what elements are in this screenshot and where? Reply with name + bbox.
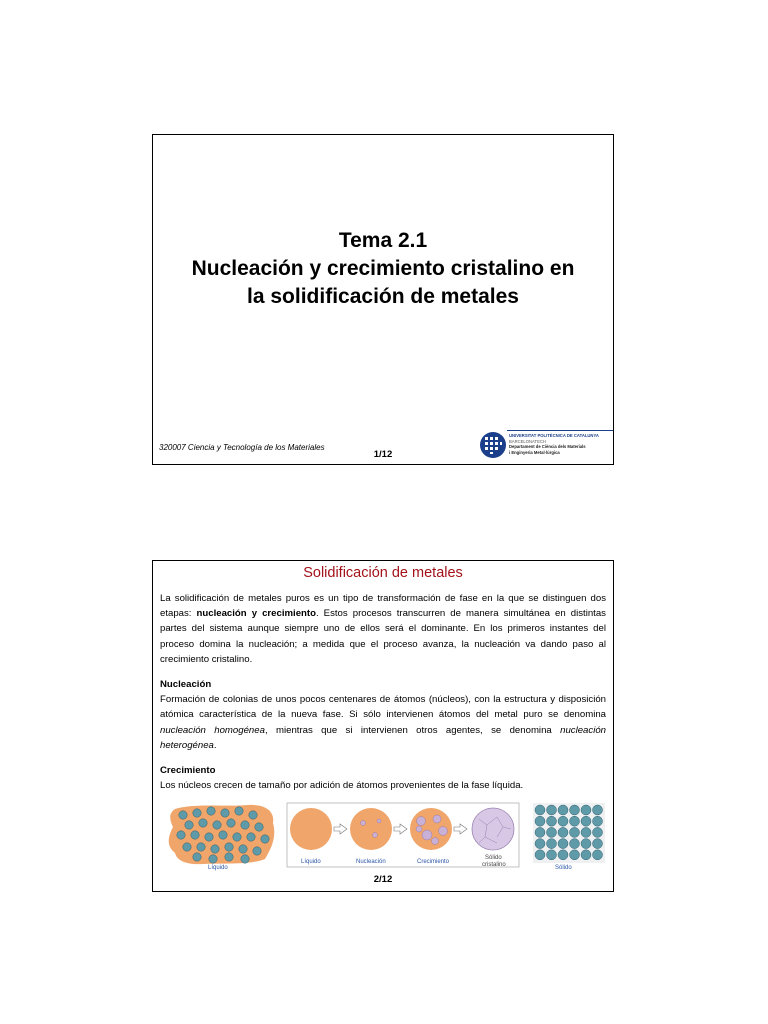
atom [191,831,199,839]
atom [570,850,580,860]
logo-dept-1: Departament de Ciència dels Materials [509,444,586,449]
atom [558,839,568,849]
atom [570,816,580,826]
slide-2-title: Solidificación de metales [303,565,463,581]
slide-1 [152,134,614,465]
slide-2-body [160,591,606,793]
atom [253,847,261,855]
atom [593,839,603,849]
atom [581,827,591,837]
atom [535,805,545,815]
solidification-diagram [153,801,613,871]
intro-text-a: La solidificación de metales puros es un tipo de transformación de fase en la que se distinguen dos etapas: [160,593,606,620]
atom [581,850,591,860]
logo-text [509,433,613,455]
upc-logo-icon [479,430,507,460]
atom [570,805,580,815]
atom [177,831,185,839]
atom [193,853,201,861]
caption-solido-cristalino-2: cristalino [482,862,506,868]
logo-university: UNIVERSITAT POLITÈCNICA DE CATALUNYA [509,433,599,438]
slide-1-title [153,227,613,311]
atom [535,839,545,849]
atom [558,805,568,815]
caption-crecimiento: Crecimiento [417,859,450,865]
atom [593,816,603,826]
atom [213,821,221,829]
atom [535,827,545,837]
atom [227,819,235,827]
intro-bold: nucleación y crecimiento [196,608,316,620]
growth-heading: Crecimiento [160,765,216,777]
atom [199,819,207,827]
atom [235,807,243,815]
atom [241,821,249,829]
atom [225,843,233,851]
atom [205,833,213,841]
atom [535,850,545,860]
page-number-1: 1/12 [373,449,393,460]
arrow-icon-1 [334,824,347,834]
atom [219,831,227,839]
caption-nucleacion: Nucleación [356,859,386,865]
atom [593,805,603,815]
arrow-icon-3 [454,824,467,834]
atom [209,855,217,863]
growth-paragraph: Los núcleos crecen de tamaño por adición de átomos provenientes de la fase líquida. [160,780,524,792]
upc-logo [479,430,613,460]
caption-solido-cristalino-1: Sólido [485,855,502,861]
stage-solido-cristalino [472,808,514,850]
intro-paragraph [160,591,606,667]
nucleation-heading: Nucleación [160,679,212,691]
atom [183,843,191,851]
course-footer: 320007 Ciencia y Tecnología de los Materiales [159,443,325,452]
atom [241,855,249,863]
atom [581,805,591,815]
atom [547,850,557,860]
atom [547,827,557,837]
atom [558,816,568,826]
atom [239,845,247,853]
atom [179,811,187,819]
atom [570,827,580,837]
atom [261,835,269,843]
atom [255,823,263,831]
caption-solido: Sólido [555,865,572,871]
title-line-1: Tema 2.1 [338,229,428,252]
logo-dept-2: i Enginyeria Metal·lúrgica [509,449,560,455]
atom [593,827,603,837]
atom [593,850,603,860]
atom [558,827,568,837]
atom [535,816,545,826]
atom [247,833,255,841]
arrow-icon-2 [394,824,407,834]
atom [570,839,580,849]
title-line-3: la solidificación de metales [247,285,519,308]
atom [547,805,557,815]
slide-2 [152,560,614,892]
stage-nucleacion [350,808,392,850]
intro-text-b: . Estos procesos transcurren de manera simultánea en distintas partes del sistema aunque siempre uno de ellos será el dominante. En los primeros instantes del proceso domina la nucleación; a medida que el proceso avanza, la nucleación va dando paso al crecimiento cristalino. [160,608,606,665]
atom [185,821,193,829]
page-number-2: 2/12 [373,874,393,885]
atom [193,809,201,817]
stage-liquido [290,808,332,850]
atom [547,839,557,849]
title-line-2: Nucleación y crecimiento cristalino en [191,257,575,280]
atom [558,850,568,860]
atom [547,816,557,826]
logo-sub: BARCELONATECH [509,438,546,444]
atom [581,839,591,849]
atom [581,816,591,826]
atom [233,833,241,841]
caption-liquido-left: Líquido [208,865,228,871]
caption-liquido: Líquido [301,859,321,865]
atom [207,807,215,815]
atom [211,845,219,853]
atom [225,853,233,861]
atom [249,811,257,819]
nucleation-paragraph: Formación de colonias de unos pocos centenares de átomos (núcleos), con la estructura y disposición atómica característica de la nueva fase. Si sólo intervienen átomos del metal puro se denomina nucleación homogénea, mientras que si intervienen otros agentes, se denomina nucleación heterogénea. [160,694,606,751]
atom [197,843,205,851]
atom [221,809,229,817]
